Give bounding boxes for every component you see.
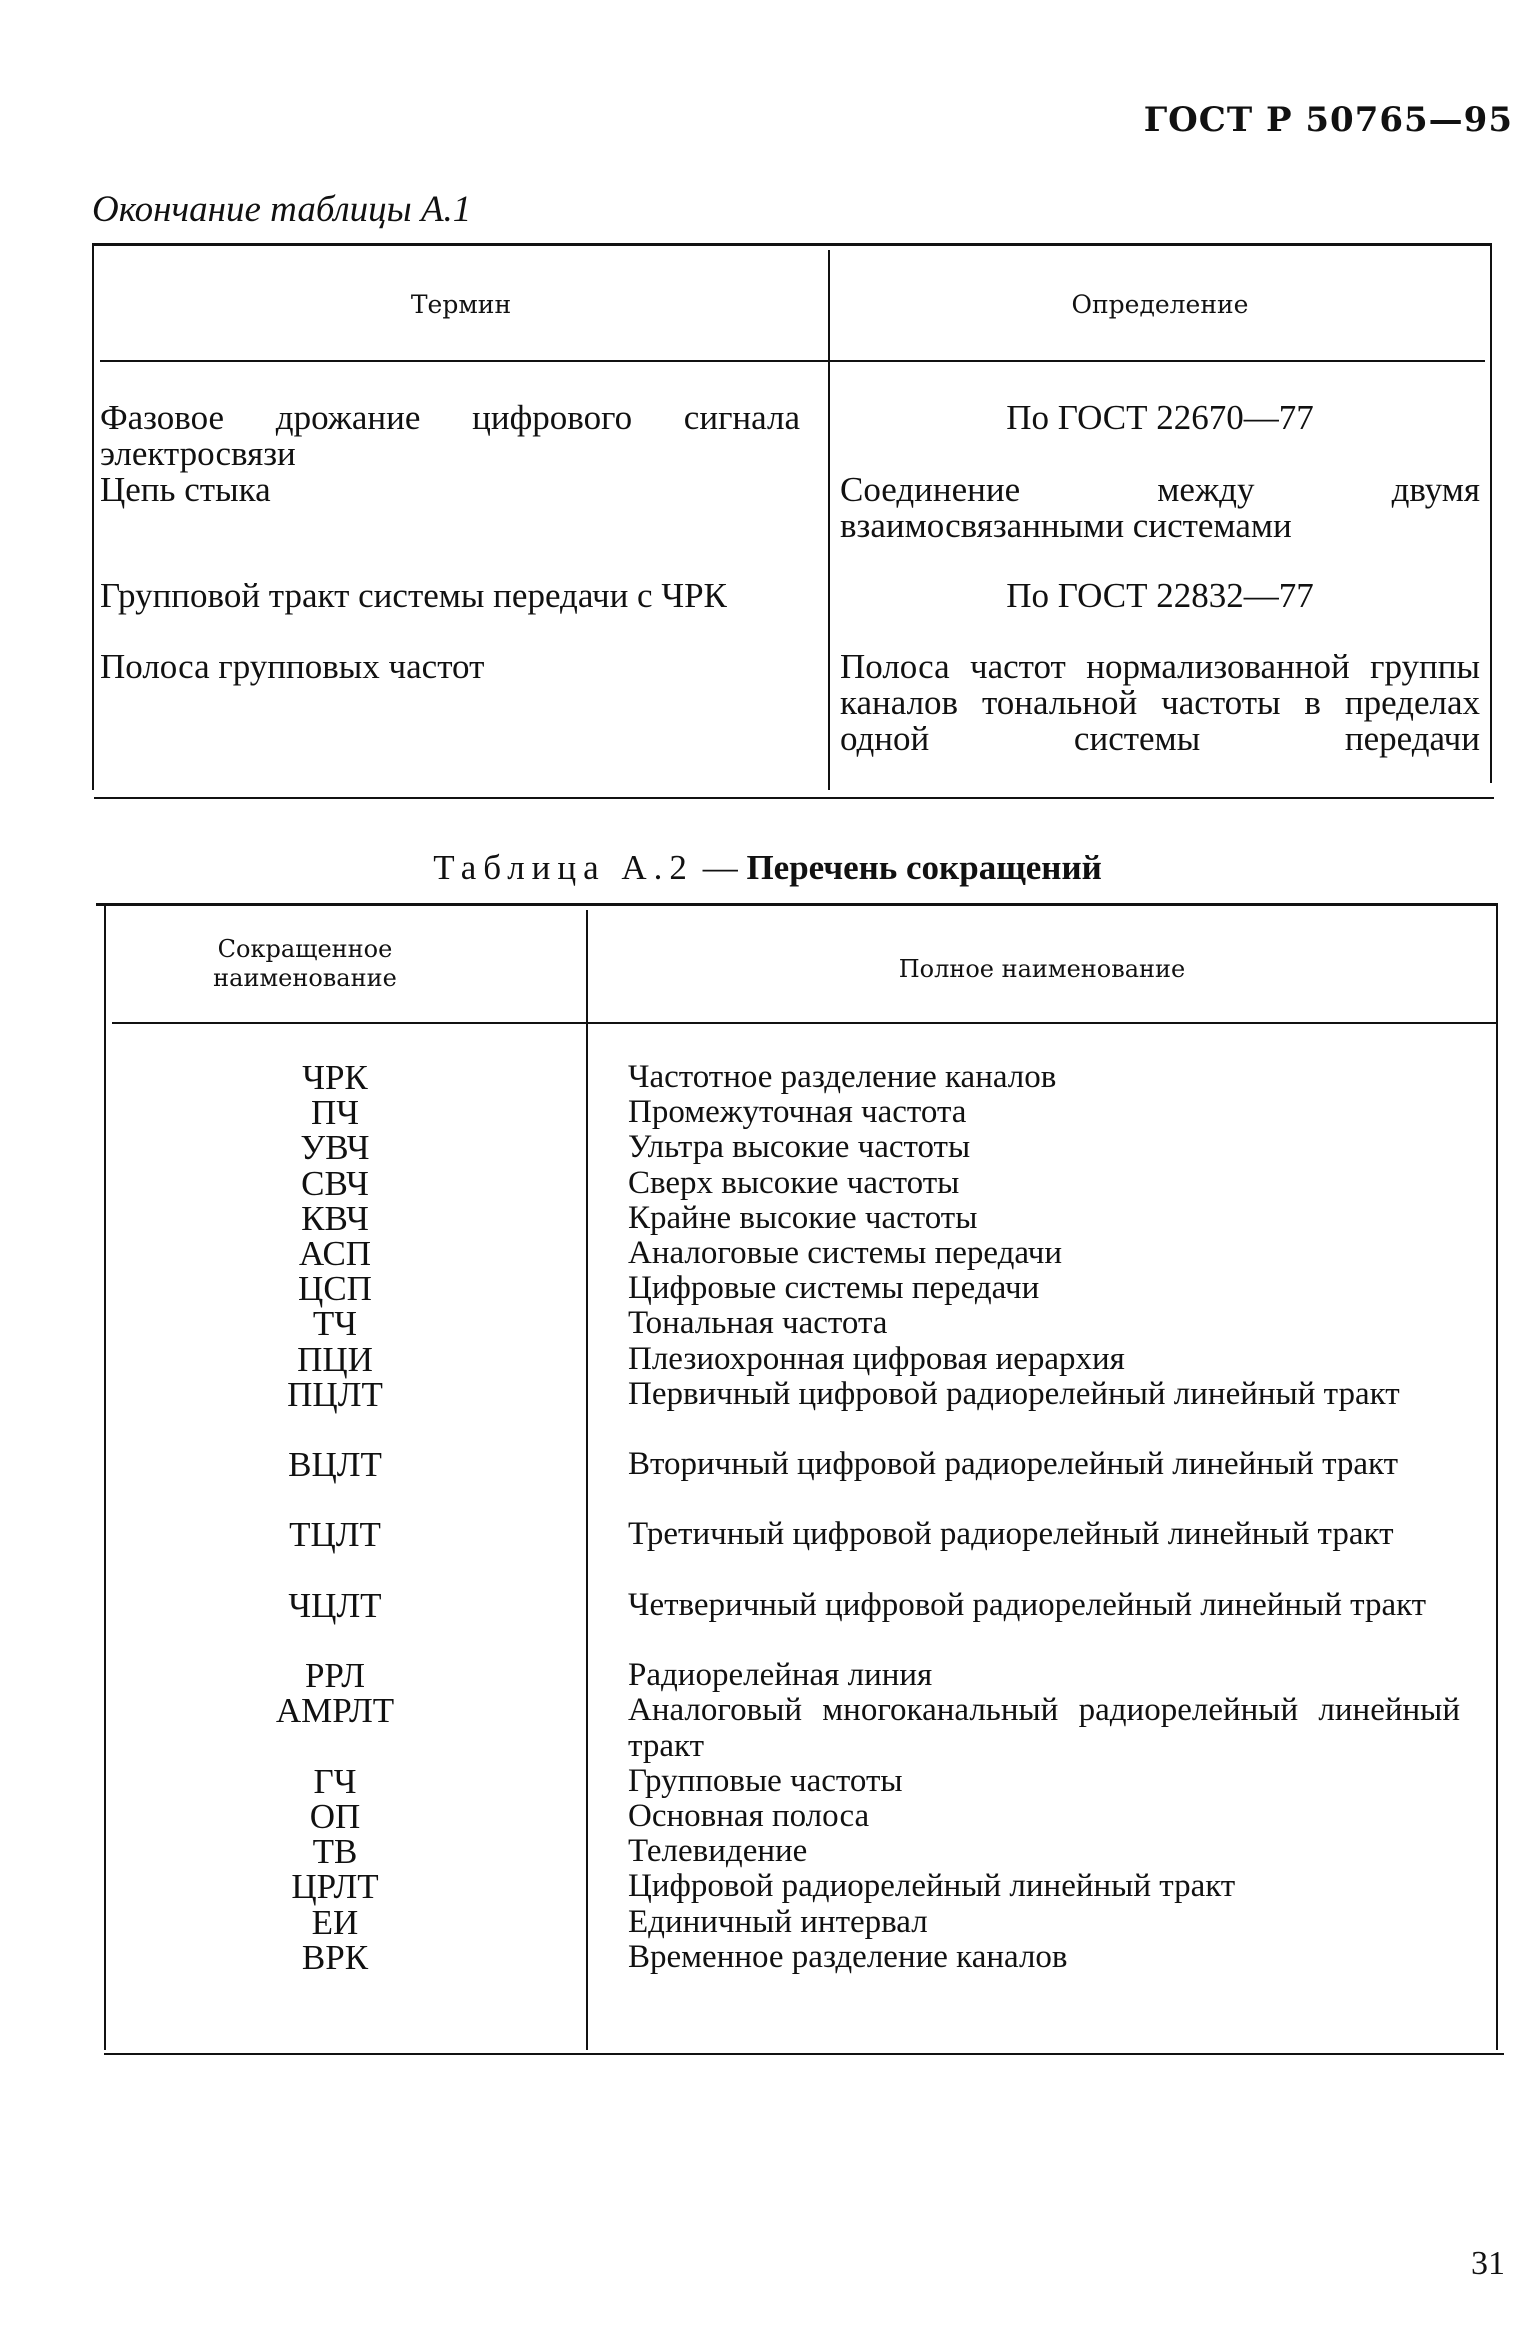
abbr-cell: ПЧ [310, 1093, 360, 1133]
table1-right-border [1490, 243, 1492, 783]
full-name-cell: Вторичный цифровой радиорелейный линейный тракт [628, 1446, 1399, 1483]
full-name-cell: Частотное разделение каналов [628, 1059, 1057, 1095]
abbr-cell: ПЦИ [297, 1339, 373, 1379]
abbr-cell: ВЦЛТ [288, 1445, 382, 1485]
abbr-cell: ЦРЛТ [291, 1867, 379, 1907]
abbr-cell: КВЧ [301, 1198, 369, 1238]
abbr-cell: ТЦЛТ [289, 1515, 381, 1555]
table2-header-divider [112, 1022, 1496, 1024]
abbr-cell: ЧРК [302, 1058, 368, 1097]
table2-caption-label: Таблица А.2 [433, 848, 694, 887]
table2-bottom-border [104, 2053, 1504, 2055]
abbr-cell: ГЧ [313, 1761, 357, 1801]
table1-bottom-border [94, 797, 1494, 799]
abbr-cell: ЧЦЛТ [288, 1585, 382, 1625]
abbr-cell: ВРК [301, 1937, 369, 1977]
table1-header-term: Термин [410, 290, 512, 319]
full-name-cell: Цифровые системы передачи [628, 1270, 1040, 1307]
abbr-cell: СВЧ [301, 1163, 369, 1203]
table2-left-border [104, 903, 106, 2050]
table2-caption-title: Перечень сокращений [746, 848, 1102, 887]
full-name-cell: Телевидение [628, 1833, 808, 1870]
table2-column-divider [586, 910, 588, 2050]
full-name-cell: Единичный интервал [628, 1903, 928, 1940]
full-name-cell: Сверх высокие частоты [628, 1164, 960, 1201]
table1-header-definition: Определение [1071, 290, 1249, 319]
abbr-cell: ТЧ [312, 1304, 358, 1344]
table2-header-abbr: Сокращенное наименование [213, 935, 397, 992]
table1-header-divider [100, 360, 1485, 362]
full-name-cell: Тональная частота [628, 1305, 888, 1342]
page-number: 31 [1471, 2245, 1505, 2282]
full-name-cell: Первичный цифровой радиорелейный линейный тракт [628, 1375, 1400, 1412]
table1-definition-cell: По ГОСТ 22670—77 [1006, 398, 1314, 437]
table1-term-cell: Фазовое дрожание цифрового сигнала электросвязи [100, 398, 800, 473]
table2-full-column [628, 1060, 1460, 1975]
full-name-cell: Цифровой радиорелейный линейный тракт [628, 1868, 1236, 1905]
full-name-cell: Радиорелейная линия [628, 1657, 933, 1694]
abbr-cell: ЕИ [311, 1902, 359, 1942]
full-name-cell: Четверичный цифровой радиорелейный линейный тракт [628, 1586, 1427, 1623]
full-name-cell: Промежуточная частота [628, 1094, 967, 1131]
table1-caption: Окончание таблицы А.1 [92, 189, 472, 230]
full-name-cell: Аналоговый многоканальный радиорелейный линейный тракт [628, 1692, 1460, 1764]
full-name-cell: Групповые частоты [628, 1762, 903, 1799]
table2-top-border [96, 903, 1498, 906]
full-name-cell: Третичный цифровой радиорелейный линейный тракт [628, 1516, 1394, 1553]
abbr-cell: ЦСП [298, 1269, 372, 1309]
full-name-cell: Крайне высокие частоты [628, 1199, 978, 1236]
table1-top-border [92, 243, 1492, 246]
full-name-cell: Ультра высокие частоты [628, 1129, 971, 1166]
table1-column-divider [828, 250, 830, 790]
table2-caption-dash: — [693, 848, 747, 887]
table2-header-full: Полное наименование [898, 955, 1186, 983]
table2-abbr-column [235, 1060, 435, 1975]
table1-definition-cell: Соединение между двумя взаимосвязанными системами [840, 470, 1480, 545]
table2-caption [0, 848, 1535, 888]
table1-term-cell: Групповой тракт системы передачи с ЧРК [100, 576, 727, 615]
full-name-cell: Временное разделение каналов [628, 1938, 1068, 1975]
abbr-cell: РРЛ [304, 1656, 366, 1696]
abbr-cell: ПЦЛТ [287, 1374, 383, 1414]
abbr-cell: ТВ [312, 1832, 358, 1872]
table1-definition-cell: По ГОСТ 22832—77 [1006, 576, 1314, 615]
table1-term-cell: Цепь стыка [100, 470, 271, 509]
table2-right-border [1496, 903, 1498, 2050]
table1-definition-cell: Полоса частот нормализованной группы каналов тональной частоты в пределах одной системы передачи [840, 647, 1480, 758]
abbr-cell: АМРЛТ [275, 1691, 395, 1731]
abbr-cell: ОП [309, 1797, 361, 1837]
full-name-cell: Плезиохронная цифровая иерархия [628, 1340, 1125, 1377]
document-code: ГОСТ Р 50765—95 [1143, 100, 1513, 140]
abbr-cell: АСП [298, 1233, 372, 1273]
full-name-cell: Основная полоса [628, 1798, 870, 1835]
full-name-cell: Аналоговые системы передачи [628, 1234, 1062, 1271]
table1-left-border [92, 243, 94, 790]
abbr-cell: УВЧ [300, 1128, 370, 1168]
table1-term-cell: Полоса групповых частот [100, 647, 485, 686]
